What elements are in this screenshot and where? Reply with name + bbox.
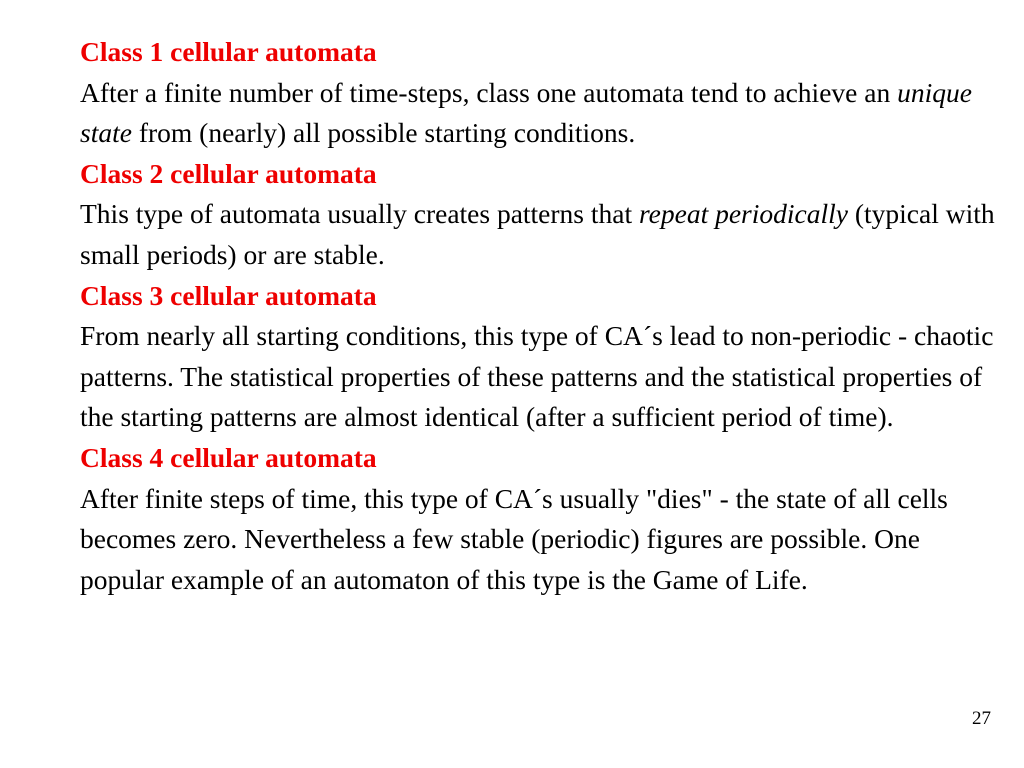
- class-2-emphasis: repeat periodically: [638, 198, 848, 230]
- class-1-emphasis: unique state: [80, 76, 972, 149]
- page-number: 27: [972, 708, 991, 729]
- class-2-heading: Class 2 cellular automata: [80, 157, 377, 189]
- class-3-description: From nearly all starting conditions, this type of CA´s lead to non-periodic - chaotic patterns. The statistical properties of these patterns and the statistical properties of the starting patterns are almost identical (after a sufficient period of time).: [80, 320, 994, 433]
- class-2-description: [80, 194, 1000, 275]
- class-1-text-start: After a finite number of time-steps, class one automata tend to achieve an: [80, 76, 898, 108]
- class-4-description: After finite steps of time, this type of CA´s usually "dies" - the state of all cells becomes zero. Nevertheless a few stable (periodic) figures are possible. One popular example of an automaton of this type is the Game of Life.: [80, 482, 948, 595]
- class-4-heading: Class 4 cellular automata: [80, 441, 377, 473]
- class-1-heading: Class 1 cellular automata: [80, 36, 377, 67]
- class-1-description: [80, 73, 1000, 154]
- class-2-text-start: This type of automata usually creates patterns that: [80, 198, 639, 230]
- class-1-text-end: from (nearly) all possible starting conditions.: [131, 117, 636, 149]
- class-3-heading: Class 3 cellular automata: [80, 279, 377, 311]
- class-2-text-end: (typical with small periods) or are stable.: [80, 198, 995, 270]
- slide-content: [80, 32, 1000, 600]
